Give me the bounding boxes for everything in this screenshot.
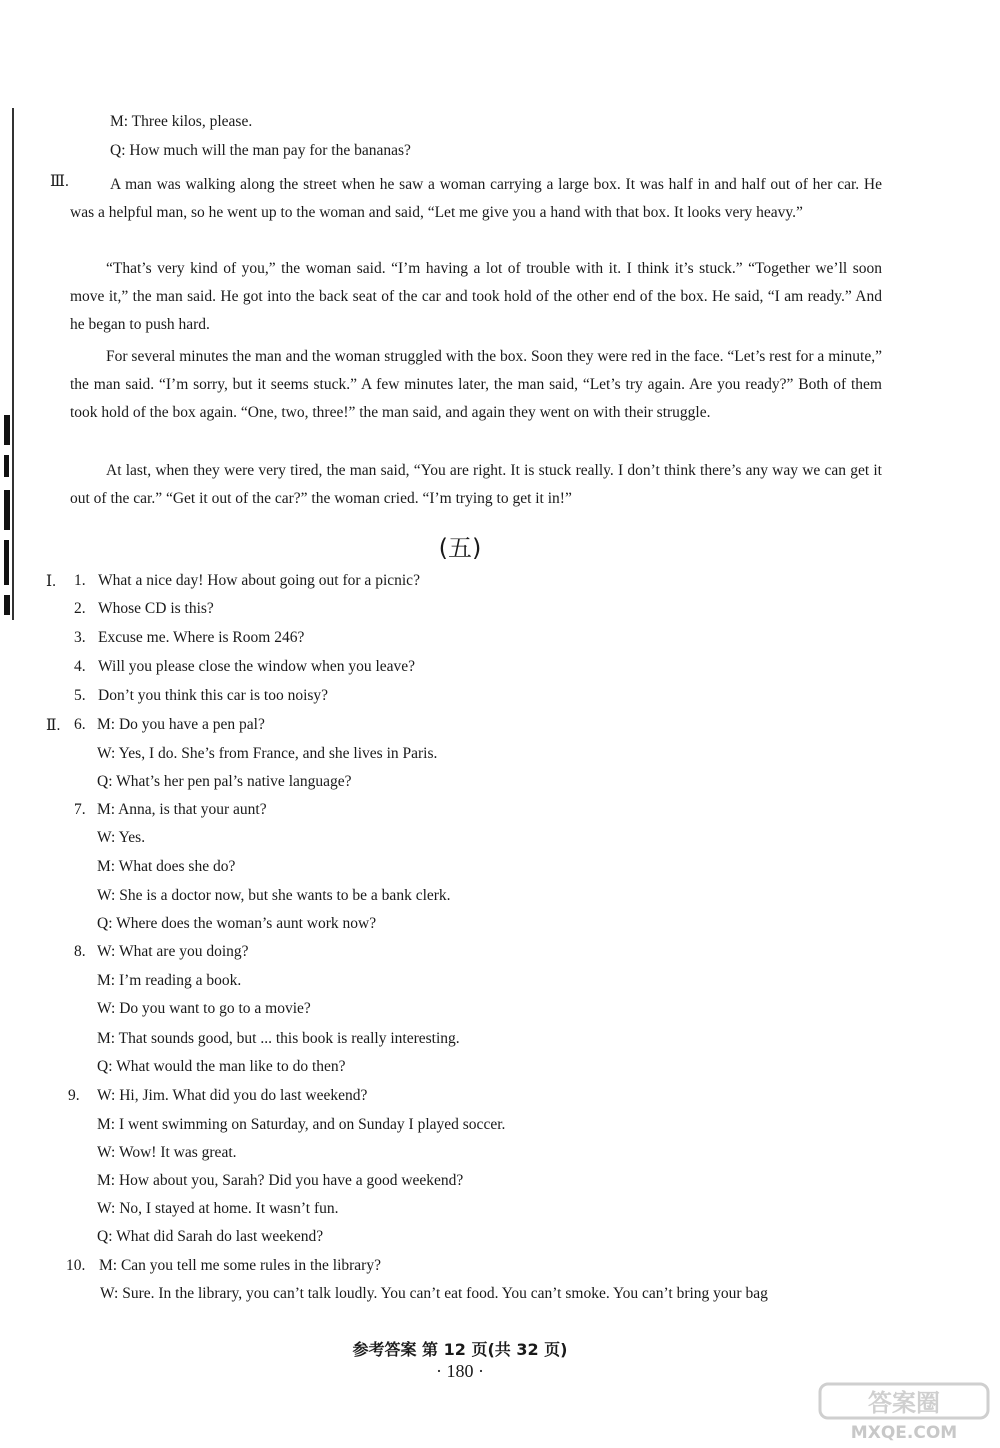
watermark-text-bottom: MXQE.COM	[850, 1423, 958, 1442]
item-number: 8.	[74, 943, 86, 960]
dialog-line: M: How about you, Sarah? Did you have a good weekend?	[97, 1172, 464, 1189]
page-label: 参考答案 第 12 页(共 32 页)	[352, 1340, 568, 1359]
part-marker: Ⅱ.	[46, 717, 61, 734]
paragraph: For several minutes the man and the woman struggled with the box. Soon they were red in the face. “Let’s rest for a minute,” the man said. “I’m sorry, but it seems stuck.” A few minutes later, the man said, “Let’s try again. Are you ready?” Both of them took hold of the box again. “One, two, three!” the man said, and again they went on with their struggle.	[70, 348, 882, 421]
item-text: Whose CD is this?	[98, 600, 214, 617]
page-number: · 180 ·	[436, 1361, 484, 1381]
item-number: 3.	[74, 629, 86, 646]
dialog-line: M: Can you tell me some rules in the library?	[99, 1257, 381, 1274]
dialog-line: W: What are you doing?	[97, 943, 249, 960]
item-text: Don’t you think this car is too noisy?	[98, 687, 329, 704]
dialog-line: W: Wow! It was great.	[97, 1144, 237, 1161]
dialog-line: M: Anna, is that your aunt?	[97, 801, 267, 818]
dialog-line: W: She is a doctor now, but she wants to be a bank clerk.	[97, 887, 451, 904]
item-number: 5.	[74, 687, 86, 704]
item-text: Will you please close the window when you leave?	[98, 658, 416, 675]
binding-mark	[4, 595, 10, 615]
dialog-line: Q: Where does the woman’s aunt work now?	[97, 915, 377, 932]
binding-mark	[4, 415, 10, 445]
watermark-text-top: 答案圈	[868, 1389, 940, 1417]
dialog-line: Q: What’s her pen pal’s native language?	[97, 773, 352, 790]
section-marker: Ⅲ.	[50, 173, 69, 190]
part-marker: Ⅰ.	[46, 573, 56, 590]
dialog-line: M: I went swimming on Saturday, and on Sunday I played soccer.	[97, 1116, 506, 1133]
dialog-line: W: No, I stayed at home. It wasn’t fun.	[97, 1200, 339, 1217]
item-text: Excuse me. Where is Room 246?	[98, 629, 305, 646]
dialog-line: W: Yes, I do. She’s from France, and she lives in Paris.	[97, 745, 438, 762]
dialog-line: Q: What did Sarah do last weekend?	[97, 1228, 324, 1245]
item-text: What a nice day! How about going out for a picnic?	[98, 572, 420, 589]
dialog-line: M: What does she do?	[97, 858, 236, 875]
dialog-line: Q: What would the man like to do then?	[97, 1058, 346, 1075]
dialog-line: W: Do you want to go to a movie?	[97, 1000, 311, 1017]
binding-mark	[4, 455, 9, 477]
dialog-line: M: Three kilos, please.	[110, 113, 253, 130]
watermark-logo	[818, 1382, 990, 1442]
dialog-line: W: Sure. In the library, you can’t talk loudly. You can’t eat food. You can’t smoke. You can’t bring your bag	[100, 1285, 768, 1302]
item-number: 6.	[74, 716, 86, 733]
dialog-line: M: I’m reading a book.	[97, 972, 242, 989]
item-number: 1.	[74, 572, 86, 589]
binding-mark	[4, 490, 10, 530]
dialog-line: W: Yes.	[97, 829, 146, 846]
dialog-line: W: Hi, Jim. What did you do last weekend?	[97, 1087, 368, 1104]
paragraph: “That’s very kind of you,” the woman said. “I’m having a lot of trouble with it. I think it’s stuck.” “Together we’ll soon move it,” the man said. He got into the back seat of the car and took hold of the other end of the box. He said, “I am ready.” And he began to push hard.	[70, 260, 882, 333]
item-number: 10.	[66, 1257, 86, 1274]
paragraph: At last, when they were very tired, the man said, “You are right. It is stuck really. I don’t think there’s any way we can get it out of the car.” “Get it out of the car?” the woman cried. “I’m trying to get it in!”	[70, 462, 882, 507]
paragraph: A man was walking along the street when he saw a woman carrying a large box. It was half in and half out of her car. He was a helpful man, so he went up to the woman and said, “Let me give you a hand with that box. It looks very heavy.”	[70, 176, 882, 221]
item-number: 2.	[74, 600, 86, 617]
dialog-line: M: Do you have a pen pal?	[97, 716, 265, 733]
item-number: 4.	[74, 658, 86, 675]
dialog-line: M: That sounds good, but ... this book is really interesting.	[97, 1030, 460, 1047]
item-number: 7.	[74, 801, 86, 818]
item-number: 9.	[68, 1087, 80, 1104]
section-heading: (五)	[438, 534, 482, 562]
dialog-line: Q: How much will the man pay for the bananas?	[110, 142, 411, 159]
